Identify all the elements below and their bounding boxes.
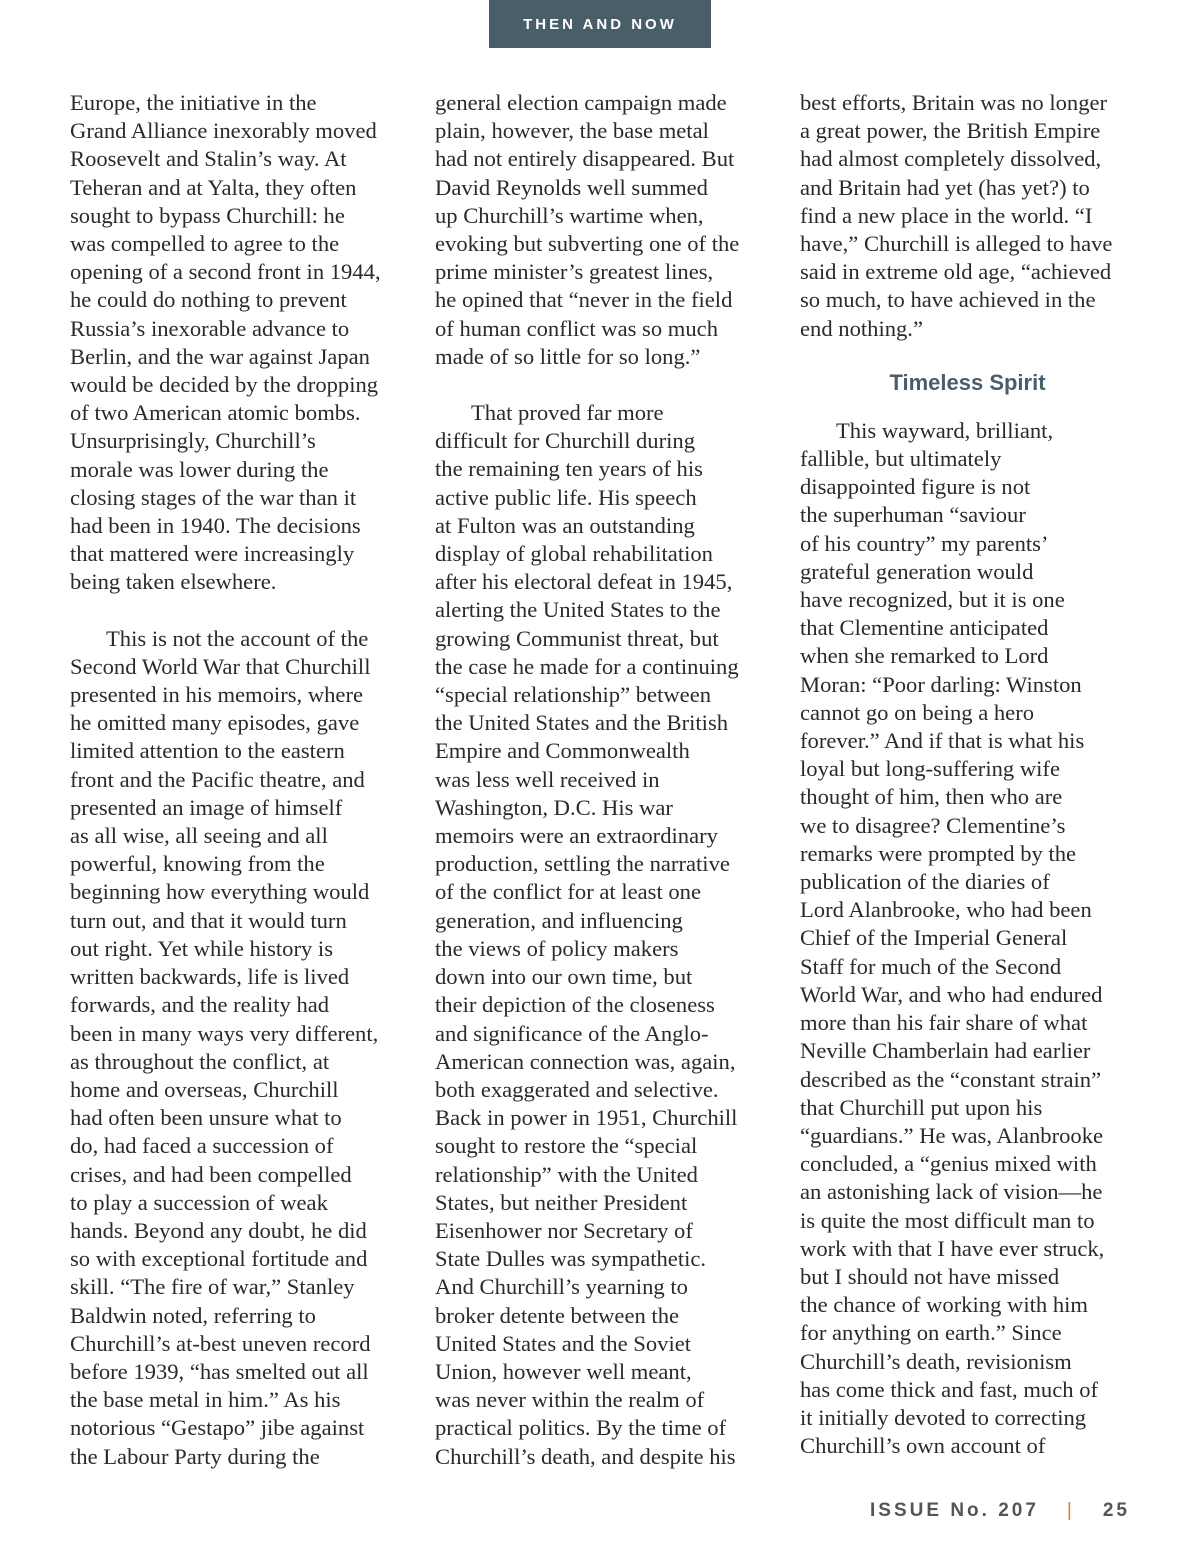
text-line: morale was lower during the: [70, 456, 329, 482]
text-line: Washington, D.C. His war: [435, 794, 673, 820]
text-line: but I should not have missed: [800, 1263, 1060, 1289]
text-line: and significance of the Anglo-: [435, 1020, 709, 1046]
column-1: [70, 89, 405, 1471]
text-line: powerful, knowing from the: [70, 851, 325, 877]
section-tag: THEN AND NOW: [489, 0, 711, 48]
text-line: up Churchill’s wartime when,: [435, 202, 704, 228]
text-line: generation, and influencing: [435, 907, 683, 933]
text-line: so with exceptional fortitude and: [70, 1246, 368, 1272]
text-line: David Reynolds well summed: [435, 174, 708, 200]
text-line: more than his fair share of what: [800, 1010, 1088, 1036]
text-line: Roosevelt and Stalin’s way. At: [70, 146, 347, 172]
text-line: Second World War that Churchill: [70, 653, 371, 679]
text-line: That proved far more: [471, 400, 664, 426]
text-line: prime minister’s greatest lines,: [435, 259, 714, 285]
text-line: Union, however well meant,: [435, 1358, 692, 1384]
text-line: being taken elsewhere.: [70, 569, 277, 595]
text-line: production, settling the narrative: [435, 851, 730, 877]
text-line: beginning how everything would: [70, 879, 370, 905]
text-line: turn out, and that it would turn: [70, 907, 347, 933]
text-line: find a new place in the world. “I: [800, 202, 1093, 228]
text-line: that Churchill put upon his: [800, 1094, 1043, 1120]
text-line: been in many ways very different,: [70, 1020, 379, 1046]
text-line: United States and the Soviet: [435, 1330, 692, 1356]
text-line: of his country” my parents’: [800, 530, 1049, 556]
text-line: growing Communist threat, but: [435, 625, 719, 651]
text-line: of human conflict was so much: [435, 315, 718, 341]
text-line: And Churchill’s yearning to: [435, 1274, 688, 1300]
text-line: American connection was, again,: [435, 1048, 736, 1074]
text-line: the Labour Party during the: [70, 1443, 320, 1469]
text-line: presented in his memoirs, where: [70, 682, 364, 708]
text-line: Churchill’s at-best uneven record: [70, 1330, 371, 1356]
text-line: Chief of the Imperial General: [800, 925, 1068, 951]
column-2: [435, 89, 770, 1471]
text-line: was compelled to agree to the: [70, 231, 340, 257]
text-line: alerting the United States to the: [435, 597, 721, 623]
text-line: had been in 1940. The decisions: [70, 513, 361, 539]
text-line: do, had faced a succession of: [70, 1133, 334, 1159]
text-line: the chance of working with him: [800, 1292, 1088, 1318]
text-line: to play a succession of weak: [70, 1189, 328, 1215]
text-line: the base metal in him.” As his: [70, 1387, 341, 1413]
text-line: an astonishing lack of vision—he: [800, 1179, 1103, 1205]
text-line: at Fulton was an outstanding: [435, 512, 695, 538]
text-line: display of global rehabilitation: [435, 541, 713, 567]
text-line: Russia’s inexorable advance to: [70, 315, 350, 341]
text-line: forwards, and the reality had: [70, 992, 330, 1018]
text-line: This wayward, brilliant,: [836, 417, 1054, 443]
text-line: the superhuman “saviour: [800, 502, 1026, 528]
text-line: loyal but long-suffering wife: [800, 756, 1060, 782]
text-line: would be decided by the dropping: [70, 372, 379, 398]
text-line: Eisenhower nor Secretary of: [435, 1217, 693, 1243]
text-line: “guardians.” He was, Alanbrooke: [800, 1122, 1104, 1148]
text-line: best efforts, Britain was no longer: [800, 90, 1108, 115]
text-line: closing stages of the war than it: [70, 484, 357, 510]
text-line: the views of policy makers: [435, 935, 679, 961]
text-line: disappointed figure is not: [800, 474, 1031, 500]
text-line: had almost completely dissolved,: [800, 146, 1102, 172]
text-line: he could do nothing to prevent: [70, 287, 347, 313]
text-line: Neville Chamberlain had earlier: [800, 1038, 1091, 1064]
text-line: Churchill’s death, revisionism: [800, 1348, 1072, 1374]
issue-number: ISSUE No. 207: [870, 1500, 1039, 1521]
text-line: it initially devoted to correcting: [800, 1404, 1087, 1430]
text-line: States, but neither President: [435, 1189, 688, 1215]
text-line: Lord Alanbrooke, who had been: [800, 897, 1092, 923]
text-line: was never within the realm of: [435, 1387, 705, 1413]
text-line: written backwards, life is lived: [70, 964, 350, 990]
text-line: as throughout the conflict, at: [70, 1048, 330, 1074]
paragraph: [70, 89, 405, 597]
text-line: memoirs were an extraordinary: [435, 823, 718, 849]
text-line: plain, however, the base metal: [435, 118, 709, 144]
text-line: notorious “Gestapo” jibe against: [70, 1415, 365, 1441]
text-line: Churchill’s own account of: [800, 1433, 1046, 1459]
text-line: active public life. His speech: [435, 484, 697, 510]
text-line: have,” Churchill is alleged to have: [800, 231, 1113, 257]
text-line: publication of the diaries of: [800, 869, 1050, 895]
text-line: work with that I have ever struck,: [800, 1235, 1105, 1261]
text-line: said in extreme old age, “achieved: [800, 259, 1112, 285]
text-line: we to disagree? Clementine’s: [800, 812, 1066, 838]
paragraph: [800, 89, 1135, 343]
text-line: for anything on earth.” Since: [800, 1320, 1062, 1346]
text-line: Staff for much of the Second: [800, 953, 1062, 979]
text-line: described as the “constant strain”: [800, 1066, 1102, 1092]
text-line: had not entirely disappeared. But: [435, 146, 735, 172]
text-line: crises, and had been compelled: [70, 1161, 352, 1187]
text-line: as all wise, all seeing and all: [70, 823, 328, 849]
text-line: of the conflict for at least one: [435, 879, 701, 905]
text-line: that mattered were increasingly: [70, 541, 355, 567]
text-line: has come thick and fast, much of: [800, 1376, 1099, 1402]
text-line: skill. “The fire of war,” Stanley: [70, 1274, 355, 1300]
text-line: State Dulles was sympathetic.: [435, 1246, 707, 1272]
text-line: their depiction of the closeness: [435, 992, 715, 1018]
text-line: evoking but subverting one of the: [435, 231, 740, 257]
text-line: Churchill’s death, and despite his: [435, 1443, 736, 1469]
text-line: sought to restore the “special: [435, 1133, 698, 1159]
text-line: home and overseas, Churchill: [70, 1076, 339, 1102]
text-line: he omitted many episodes, gave: [70, 710, 360, 736]
text-line: opening of a second front in 1944,: [70, 259, 381, 285]
text-line: relationship” with the United: [435, 1161, 698, 1187]
text-line: cannot go on being a hero: [800, 699, 1035, 725]
text-line: end nothing.”: [800, 315, 923, 341]
text-line: so much, to have achieved in the: [800, 287, 1096, 313]
text-line: Moran: “Poor darling: Winston: [800, 671, 1082, 697]
text-line: Back in power in 1951, Churchill: [435, 1105, 738, 1131]
text-line: of two American atomic bombs.: [70, 400, 361, 426]
text-line: was less well received in: [435, 766, 660, 792]
page-number: 25: [1102, 1500, 1130, 1521]
text-line: the case he made for a continuing: [435, 653, 739, 679]
text-line: Baldwin noted, referring to: [70, 1302, 316, 1328]
text-line: when she remarked to Lord: [800, 643, 1049, 669]
text-line: made of so little for so long.”: [435, 343, 701, 369]
text-line: after his electoral defeat in 1945,: [435, 569, 733, 595]
subheading: Timeless Spirit: [889, 369, 1046, 395]
text-line: is quite the most difficult man to: [800, 1207, 1095, 1233]
column-3: [800, 89, 1135, 1460]
text-line: forever.” And if that is what his: [800, 728, 1085, 754]
text-line: Empire and Commonwealth: [435, 738, 690, 764]
text-line: before 1939, “has smelted out all: [70, 1358, 369, 1384]
paragraph: [435, 89, 770, 371]
page-footer: [870, 1500, 1130, 1522]
text-line: Teheran and at Yalta, they often: [70, 174, 357, 200]
text-line: down into our own time, but: [435, 964, 693, 990]
text-line: have recognized, but it is one: [800, 587, 1065, 613]
text-line: remarks were prompted by the: [800, 840, 1077, 866]
text-line: that Clementine anticipated: [800, 615, 1049, 641]
text-line: he opined that “never in the field: [435, 287, 733, 313]
text-line: fallible, but ultimately: [800, 446, 1002, 472]
text-line: broker detente between the: [435, 1302, 680, 1328]
text-line: presented an image of himself: [70, 794, 343, 820]
text-line: out right. Yet while history is: [70, 935, 333, 961]
text-line: Unsurprisingly, Churchill’s: [70, 428, 316, 454]
text-line: the United States and the British: [435, 710, 729, 736]
text-line: This is not the account of the: [106, 625, 369, 651]
text-line: “special relationship” between: [435, 682, 712, 708]
footer-separator: |: [1066, 1500, 1075, 1521]
text-line: grateful generation would: [800, 558, 1034, 584]
text-line: Berlin, and the war against Japan: [70, 343, 370, 369]
text-line: hands. Beyond any doubt, he did: [70, 1217, 367, 1243]
paragraph: [70, 625, 405, 1471]
text-line: had often been unsure what to: [70, 1105, 342, 1131]
text-line: Grand Alliance inexorably moved: [70, 118, 377, 144]
text-line: sought to bypass Churchill: he: [70, 202, 345, 228]
text-line: thought of him, then who are: [800, 784, 1063, 810]
text-line: difficult for Churchill during: [435, 428, 695, 454]
text-line: a great power, the British Empire: [800, 118, 1101, 144]
text-line: front and the Pacific theatre, and: [70, 766, 365, 792]
paragraph: [435, 399, 770, 1471]
text-line: both exaggerated and selective.: [435, 1076, 719, 1102]
text-line: practical politics. By the time of: [435, 1415, 727, 1441]
text-line: concluded, a “genius mixed with: [800, 1151, 1097, 1177]
text-line: the remaining ten years of his: [435, 456, 703, 482]
text-line: Europe, the initiative in the: [70, 90, 317, 115]
text-line: general election campaign made: [435, 90, 727, 115]
text-line: and Britain had yet (has yet?) to: [800, 174, 1090, 200]
text-line: limited attention to the eastern: [70, 738, 345, 764]
text-line: World War, and who had endured: [800, 981, 1103, 1007]
paragraph: [800, 417, 1135, 1461]
